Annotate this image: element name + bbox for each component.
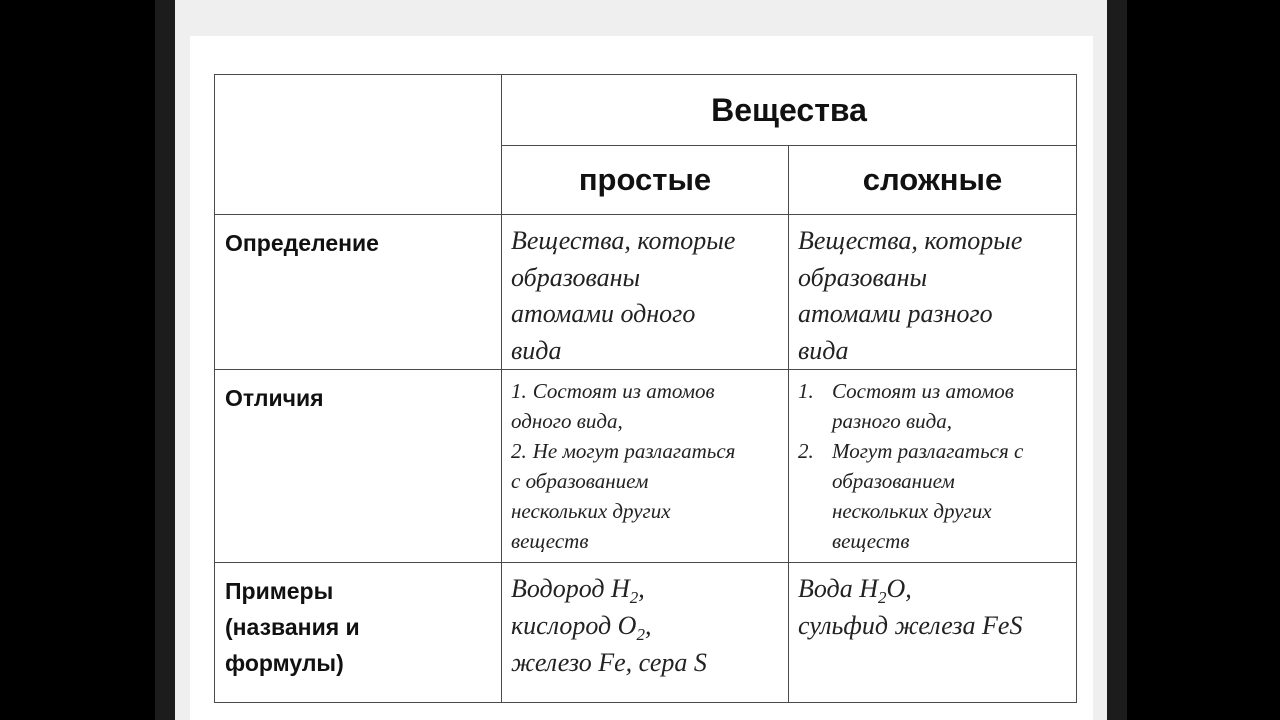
text-line: образованием [832,469,955,493]
text-line: с образованием [511,469,649,493]
text-line: вида [798,335,849,365]
formula-tail: , [638,574,645,603]
list-number: 2. [798,439,814,463]
example-iron-sulfide: сульфид железа FeS [798,611,1023,640]
text-line: Примеры [225,578,334,604]
table-row-definition [215,215,1077,370]
example-hydrogen [511,570,780,607]
left-shadow-bar [155,0,175,720]
formula-tail: , [644,611,652,640]
left-black-bar [0,0,155,720]
text-line: разного вида, [832,409,953,433]
text-line: нескольких других [511,499,671,523]
text-line: образованы [798,262,928,292]
header-substances: Вещества [502,75,1077,146]
text-line: веществ [832,529,910,553]
table-row-differences [215,370,1077,563]
text-line: образованы [511,262,641,292]
list-item [798,376,1070,436]
text-line: нескольких других [832,499,992,523]
text-line: (названия и [225,614,360,640]
formula-subscript: 2 [877,588,887,608]
definition-simple [502,215,789,370]
text-line: атомами одного [511,299,696,328]
list-number: 2. [511,439,527,463]
list-item [511,376,782,436]
differences-complex-list [798,376,1070,556]
table-row-examples [215,563,1077,703]
formula-text: кислород O [511,611,637,640]
list-number: 1. [511,379,527,403]
differences-complex [789,370,1077,563]
header-simple: простые [502,146,789,215]
text-line: Вещества, которые [511,226,736,255]
example-water [798,570,1068,607]
text-line: Вещества, которые [798,226,1023,255]
label-examples [215,563,502,703]
list-item [511,436,782,556]
substances-table [214,74,1077,703]
right-shadow-bar [1107,0,1127,720]
examples-complex [789,563,1077,703]
text-line: одного вида, [511,409,623,433]
formula-tail: O, [886,574,912,603]
example-oxygen [511,607,780,644]
differences-simple-list [511,376,782,556]
formula-subscript: 2 [636,625,645,645]
text-line: Состоят из атомов [532,379,715,403]
formula-subscript: 2 [629,588,639,608]
text-line: Могут разлагаться с [832,439,1024,463]
header-complex: сложные [789,146,1077,215]
text-line: веществ [511,529,589,553]
formula-text: Водород H [511,574,630,603]
differences-simple [502,370,789,563]
text-line: формулы) [225,650,344,676]
example-iron-sulfur: железо Fe, сера S [511,648,707,677]
list-item [798,436,1070,556]
examples-simple [502,563,789,703]
text-line: Не могут разлагаться [532,439,736,463]
text-line: вида [511,335,562,365]
text-line: Состоят из атомов [832,379,1014,403]
text-line: атомами разного [798,299,993,328]
list-number: 1. [798,379,814,403]
definition-complex [789,215,1077,370]
right-black-bar [1127,0,1280,720]
label-differences: Отличия [215,370,502,563]
formula-text: Вода H [798,574,878,603]
label-definition: Определение [215,215,502,370]
empty-corner-cell [215,75,502,215]
